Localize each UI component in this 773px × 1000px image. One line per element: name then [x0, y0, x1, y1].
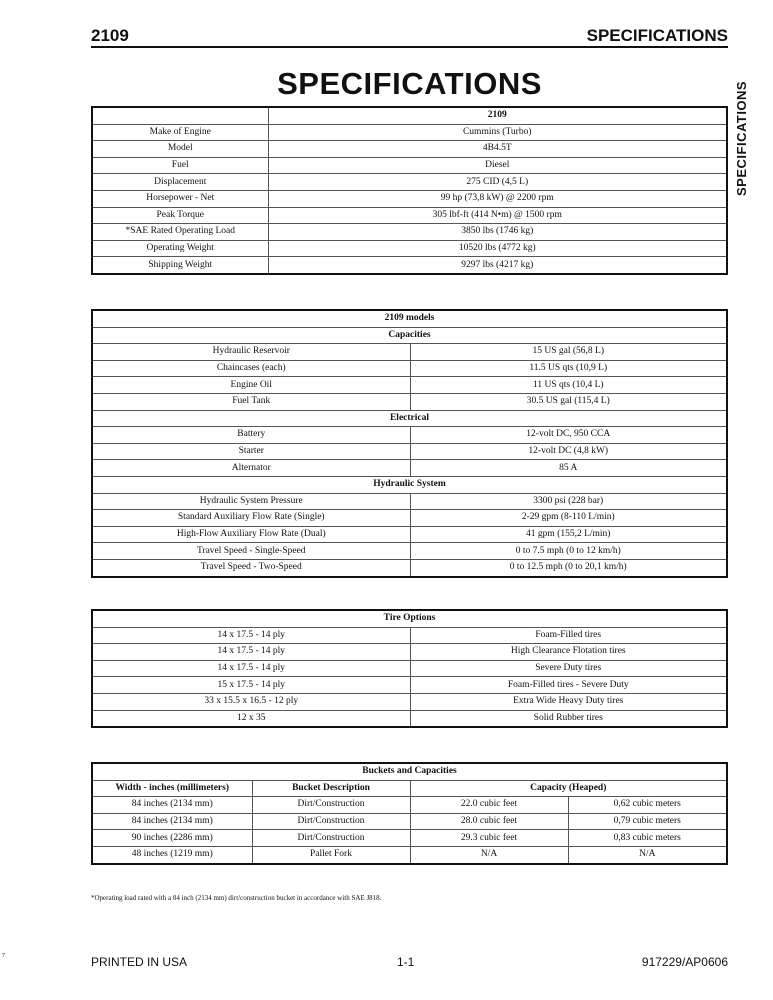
table-row [92, 677, 727, 694]
spec-label-cell: High-Flow Auxiliary Flow Rate (Dual) [92, 526, 410, 543]
column-header-cell: Width - inches (millimeters) [92, 780, 252, 797]
table-row [92, 559, 727, 576]
table-row [92, 660, 727, 677]
spec-label-cell: Shipping Weight [92, 257, 268, 274]
page-title: SPECIFICATIONS [277, 66, 542, 101]
bucket-cell: 28.0 cubic feet [410, 813, 568, 830]
spec-value-cell: 12-volt DC (4,8 kW) [410, 443, 727, 460]
table-row [92, 360, 727, 377]
edge-mark: 7 [2, 953, 5, 959]
tire-size-cell: 14 x 17.5 - 14 ply [92, 644, 410, 661]
spec-value-cell: 99 hp (73,8 kW) @ 2200 rpm [268, 190, 727, 207]
bucket-cell: 22.0 cubic feet [410, 797, 568, 814]
spec-value-cell: 11.5 US qts (10,9 L) [410, 360, 727, 377]
footer-printed-in: PRINTED IN USA [91, 955, 188, 969]
spec-value-cell: 275 CID (4,5 L) [268, 174, 727, 191]
spec-label-cell: Standard Auxiliary Flow Rate (Single) [92, 510, 410, 527]
spec-label-cell: Starter [92, 443, 410, 460]
bucket-cell: N/A [410, 846, 568, 863]
table-row [92, 710, 727, 727]
bucket-cell: 0,83 cubic meters [568, 830, 727, 847]
spec-label-cell: Battery [92, 427, 410, 444]
tire-type-cell: Severe Duty tires [410, 660, 727, 677]
tire-size-cell: 14 x 17.5 - 14 ply [92, 627, 410, 644]
spec-label-cell: Engine Oil [92, 377, 410, 394]
table-row [92, 510, 727, 527]
spec-label-cell: Make of Engine [92, 124, 268, 141]
bucket-cell: 0,62 cubic meters [568, 797, 727, 814]
section-header-row [92, 327, 727, 344]
model-capacities-table [91, 309, 728, 578]
table-row [92, 157, 727, 174]
bucket-cell: 29.3 cubic feet [410, 830, 568, 847]
spec-label-cell: Operating Weight [92, 240, 268, 257]
bucket-cell: Dirt/Construction [252, 797, 410, 814]
spec-value-cell: 11 US qts (10,4 L) [410, 377, 727, 394]
table-row [92, 393, 727, 410]
tire-type-cell: Foam-Filled tires - Severe Duty [410, 677, 727, 694]
spec-label-cell: Travel Speed - Two-Speed [92, 559, 410, 576]
spec-value-cell: 305 lbf-ft (414 N•m) @ 1500 rpm [268, 207, 727, 224]
section-header-cell: Hydraulic System [92, 476, 727, 493]
spec-label-cell: Fuel [92, 157, 268, 174]
tire-type-cell: Solid Rubber tires [410, 710, 727, 727]
table-row [92, 813, 727, 830]
tire-size-cell: 15 x 17.5 - 14 ply [92, 677, 410, 694]
spec-value-cell: 9297 lbs (4217 kg) [268, 257, 727, 274]
table-title-row [92, 610, 727, 627]
section-header-row [92, 476, 727, 493]
table-row [92, 627, 727, 644]
spec-value-cell: 12-volt DC, 950 CCA [410, 427, 727, 444]
section-header-cell: Electrical [92, 410, 727, 427]
bucket-cell: Dirt/Construction [252, 813, 410, 830]
header-model-number: 2109 [91, 26, 129, 45]
table-title-cell: 2109 models [92, 310, 727, 327]
bucket-cell: 0,79 cubic meters [568, 813, 727, 830]
spec-label-cell: Model [92, 141, 268, 158]
bucket-cell: Dirt/Construction [252, 830, 410, 847]
tire-options-table [91, 609, 728, 728]
table-row [92, 124, 727, 141]
spec-label-cell: Horsepower - Net [92, 190, 268, 207]
table-row [92, 377, 727, 394]
spec-value-cell: Diesel [268, 157, 727, 174]
table-row [92, 644, 727, 661]
bucket-cell: Pallet Fork [252, 846, 410, 863]
table-row [92, 797, 727, 814]
table-row [92, 543, 727, 560]
table-row [92, 693, 727, 710]
table-row [92, 257, 727, 274]
table-header-row [92, 780, 727, 797]
table-row [92, 174, 727, 191]
section-header-cell: Capacities [92, 327, 727, 344]
bucket-cell: 90 inches (2286 mm) [92, 830, 252, 847]
header-section-title: SPECIFICATIONS [586, 26, 728, 45]
spec-label-cell: *SAE Rated Operating Load [92, 224, 268, 241]
table-row [92, 141, 727, 158]
tire-type-cell: High Clearance Flotation tires [410, 644, 727, 661]
table-row [92, 846, 727, 863]
table-row [92, 224, 727, 241]
table-row [92, 443, 727, 460]
general-specs-table [91, 106, 728, 275]
spec-label-cell: Peak Torque [92, 207, 268, 224]
tire-size-cell: 14 x 17.5 - 14 ply [92, 660, 410, 677]
spec-value-cell: 0 to 7.5 mph (0 to 12 km/h) [410, 543, 727, 560]
tire-size-cell: 12 x 35 [92, 710, 410, 727]
bucket-cell: 84 inches (2134 mm) [92, 813, 252, 830]
footnote: *Operating load rated with a 84 inch (2134 mm) dirt/construction bucket in accordance with SAE J818. [91, 894, 382, 902]
table-row [92, 830, 727, 847]
spec-value-cell: 41 gpm (155,2 L/min) [410, 526, 727, 543]
spec-label-cell: Displacement [92, 174, 268, 191]
buckets-capacities-table [91, 762, 728, 865]
spec-value-cell: 0 to 12.5 mph (0 to 20,1 km/h) [410, 559, 727, 576]
table-row [92, 526, 727, 543]
model-header-cell: 2109 [268, 107, 727, 124]
spec-value-cell: 3850 lbs (1746 kg) [268, 224, 727, 241]
spec-label-cell: Chaincases (each) [92, 360, 410, 377]
spec-value-cell: 15 US gal (56,8 L) [410, 344, 727, 361]
column-header-cell: Capacity (Heaped) [410, 780, 727, 797]
side-section-tab: SPECIFICATIONS [734, 80, 749, 196]
bucket-cell: 48 inches (1219 mm) [92, 846, 252, 863]
section-header-row [92, 410, 727, 427]
tire-size-cell: 33 x 15.5 x 16.5 - 12 ply [92, 693, 410, 710]
bucket-cell: 84 inches (2134 mm) [92, 797, 252, 814]
footer-page-number: 1-1 [397, 955, 415, 969]
table-row [92, 344, 727, 361]
spec-label-cell: Hydraulic Reservoir [92, 344, 410, 361]
table-row [92, 493, 727, 510]
spec-value-cell: Cummins (Turbo) [268, 124, 727, 141]
spec-value-cell: 2-29 gpm (8-110 L/min) [410, 510, 727, 527]
column-header-cell: Bucket Description [252, 780, 410, 797]
spec-value-cell: 3300 psi (228 bar) [410, 493, 727, 510]
tire-type-cell: Extra Wide Heavy Duty tires [410, 693, 727, 710]
spec-label-cell: Travel Speed - Single-Speed [92, 543, 410, 560]
spec-label-cell: Hydraulic System Pressure [92, 493, 410, 510]
table-row [92, 240, 727, 257]
spec-label-cell: Alternator [92, 460, 410, 477]
spec-value-cell: 30.5 US gal (115,4 L) [410, 393, 727, 410]
table-title-cell: Tire Options [92, 610, 727, 627]
table-row [92, 460, 727, 477]
footer-document-code: 917229/AP0606 [641, 955, 728, 969]
header-rule [91, 46, 728, 48]
tire-type-cell: Foam-Filled tires [410, 627, 727, 644]
spec-value-cell: 4B4.5T [268, 141, 727, 158]
spec-label-cell: Fuel Tank [92, 393, 410, 410]
table-row [92, 190, 727, 207]
table-title-cell: Buckets and Capacities [92, 763, 727, 780]
table-title-row [92, 310, 727, 327]
bucket-cell: N/A [568, 846, 727, 863]
spec-value-cell: 10520 lbs (4772 kg) [268, 240, 727, 257]
table-header-row [92, 107, 727, 124]
table-row [92, 207, 727, 224]
spec-value-cell: 85 A [410, 460, 727, 477]
table-title-row [92, 763, 727, 780]
table-row [92, 427, 727, 444]
empty-header-cell [92, 107, 268, 124]
